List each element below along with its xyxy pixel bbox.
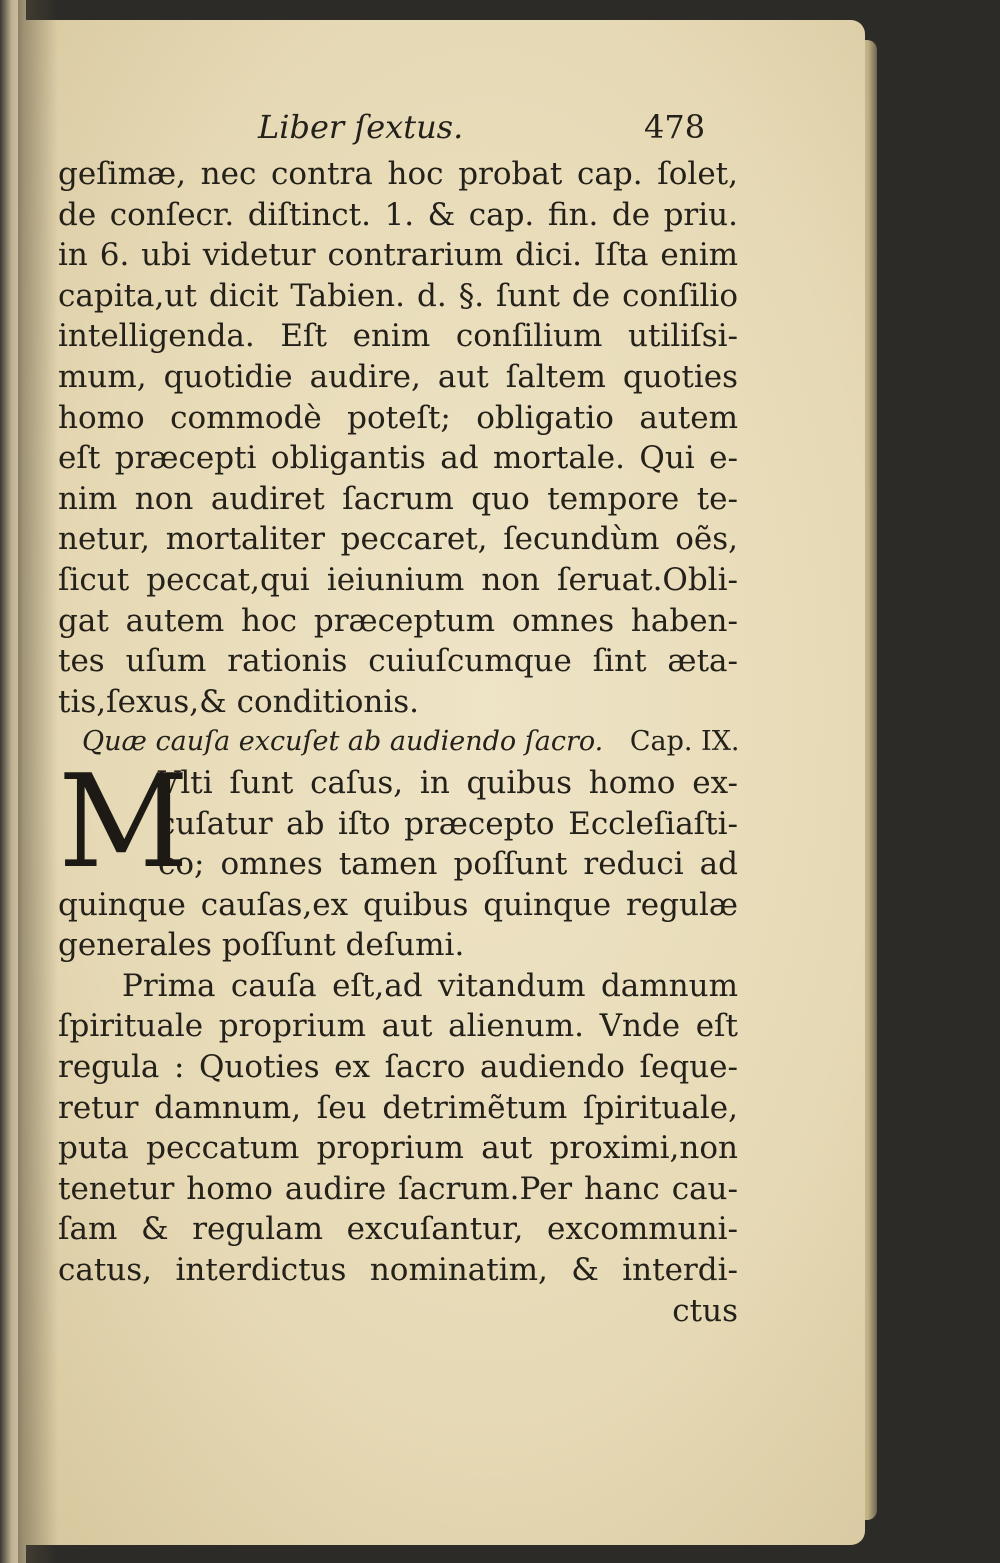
- text-line: catus, interdictus nominatim, & interdi-: [58, 1252, 738, 1289]
- drop-cap: M: [58, 747, 190, 897]
- text-line: nim non audiret ſacrum quo tempore te-: [58, 480, 738, 517]
- text-line: in 6. ubi videtur contrarium dici. Iſta enim: [58, 237, 738, 274]
- text-line: homo commodè poteſt; obligatio autem: [58, 399, 738, 436]
- chapter-opening: [58, 747, 738, 897]
- text-line: regula : Quoties ex ſacro audiendo ſeque-: [58, 1049, 738, 1086]
- text-line: cuſatur ab iſto præcepto Eccleſiaſti-: [158, 805, 738, 842]
- text-line: Prima cauſa eſt,ad vitandum damnum: [122, 967, 738, 1004]
- text-line: tenetur homo audire ſacrum.Per hanc cau-: [58, 1170, 738, 1207]
- text-line: eſt præcepti obligantis ad mortale. Qui e-: [58, 440, 738, 477]
- page-header: [58, 108, 738, 154]
- text-line: de conſecr. diſtinct. 1. & cap. fin. de priu.: [58, 196, 738, 233]
- text-line: intelligenda. Eſt enim conſilium utiliſsi-: [58, 318, 738, 355]
- page-text: [58, 108, 738, 1331]
- text-line: gat autem hoc præceptum omnes haben-: [58, 602, 738, 639]
- paragraph-two: [58, 966, 738, 1291]
- text-line: co; omnes tamen poſſunt reduci ad: [158, 846, 738, 883]
- text-line: geſimæ, nec contra hoc probat cap. ſolet,: [58, 156, 738, 192]
- text-line: tes uſum rationis cuiuſcumque ſint æta-: [58, 643, 738, 680]
- text-line: tis,ſexus,& conditionis.: [58, 683, 420, 720]
- text-line: ſpirituale proprium aut alienum. Vnde eſt: [58, 1008, 738, 1045]
- chapter-title: Quæ cauſa excuſet ab audiendo ſacro.: [82, 726, 604, 758]
- text-line: ſam & regulam excuſantur, excommuni-: [58, 1211, 738, 1248]
- paragraph-one: [58, 154, 738, 722]
- text-line: generales poſſunt deſumi.: [58, 927, 465, 964]
- binding-gutter: [18, 0, 58, 1563]
- catchword: ctus: [672, 1292, 738, 1329]
- text-line: capita,ut dicit Tabien. d. §. ſunt de conſilio: [58, 277, 738, 314]
- text-line: retur damnum, ſeu detrimẽtum ſpirituale,: [58, 1089, 738, 1126]
- running-head: Liber ſextus.: [258, 108, 464, 146]
- text-line: quinque cauſas,ex quibus quinque regulæ: [58, 886, 738, 923]
- text-line: puta peccatum proprium aut proximi,non: [58, 1130, 738, 1167]
- page-number: 478: [644, 108, 706, 146]
- chapter-number: Cap. IX.: [629, 726, 740, 758]
- text-line: netur, mortaliter peccaret, ſecundùm oẽs,: [58, 521, 738, 558]
- text-line: Vlti ſunt caſus, in quibus homo ex-: [158, 764, 738, 801]
- text-line: mum, quotidie audire, aut ſaltem quoties: [58, 358, 738, 395]
- text-line: ſicut peccat,qui ieiunium non ſeruat.Obli-: [58, 561, 738, 598]
